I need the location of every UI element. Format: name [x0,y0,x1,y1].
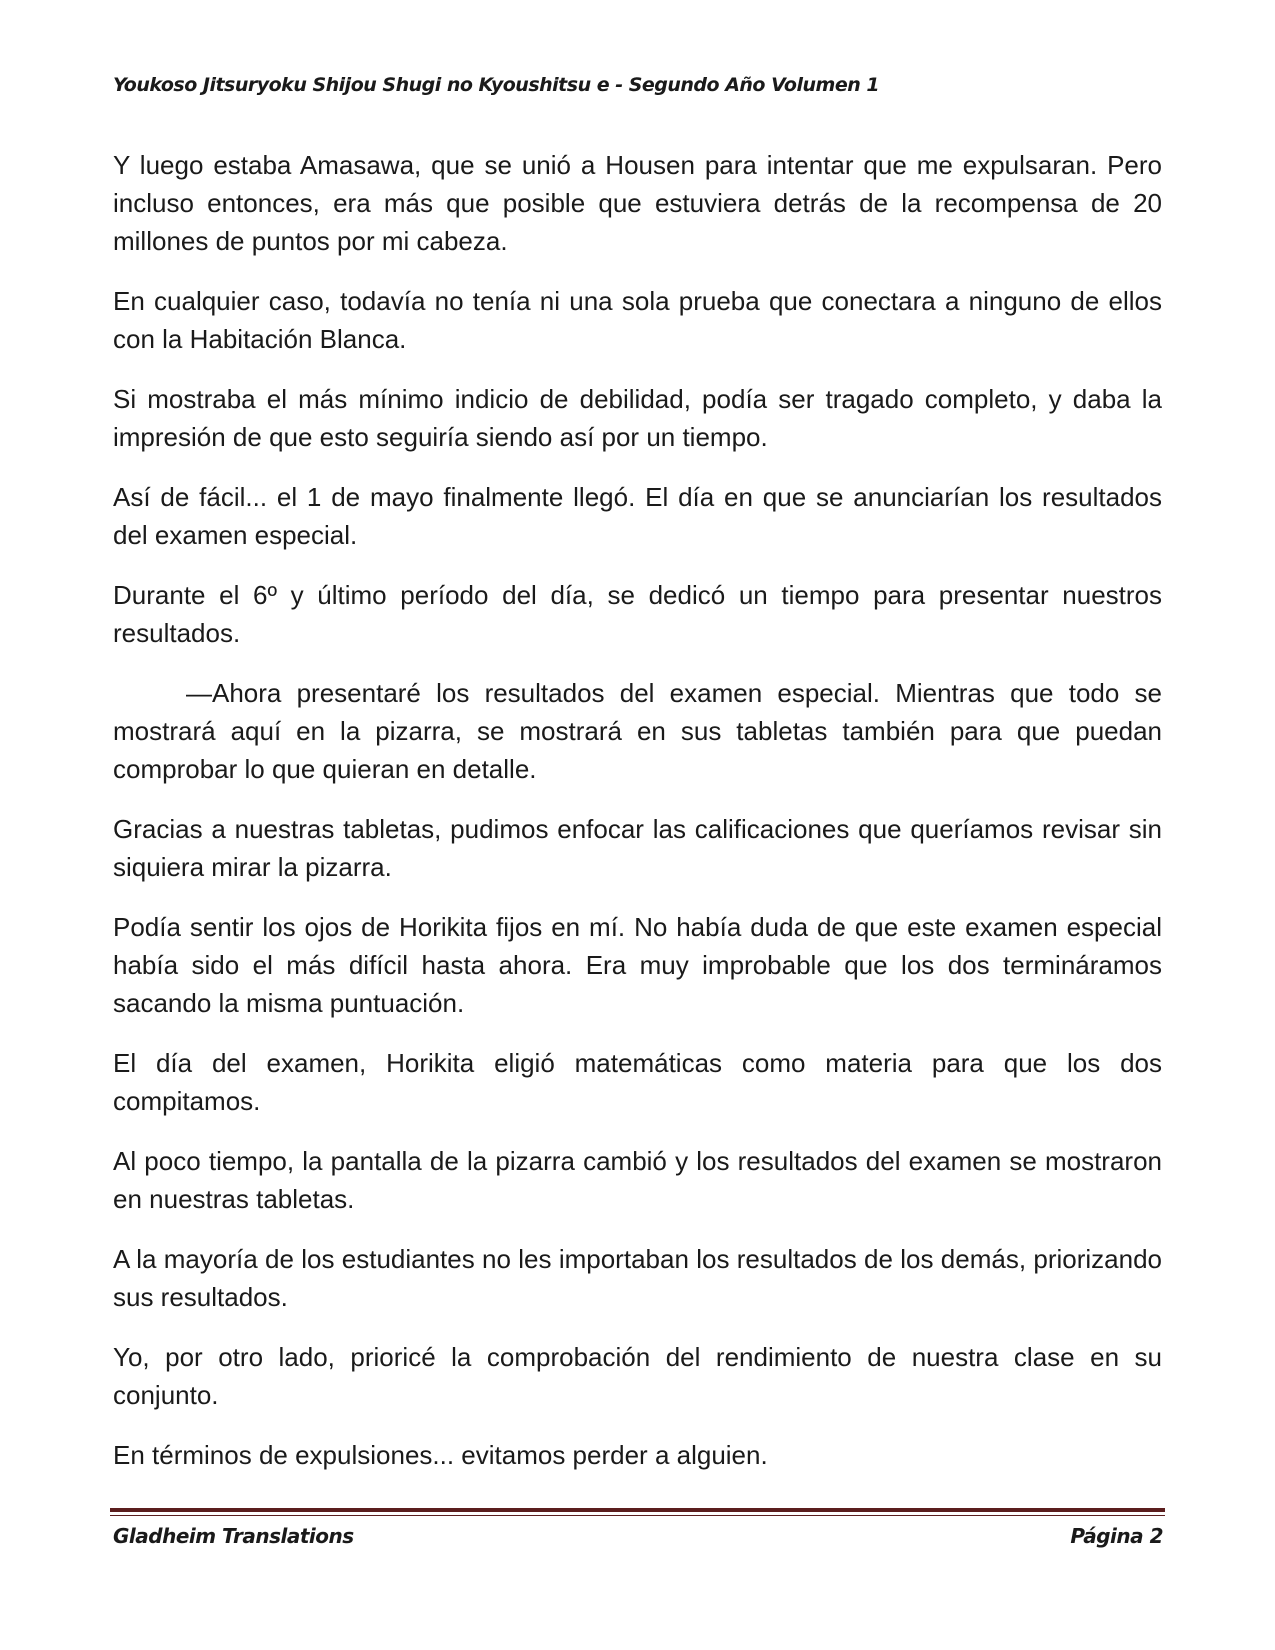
footer-publisher: Gladheim Translations [113,1524,354,1548]
paragraph: A la mayoría de los estudiantes no les importaban los resultados de los demás, priorizando sus resultados. [113,1244,1162,1312]
paragraph: En términos de expulsiones... evitamos perder a alguien. [113,1440,768,1470]
footer-divider-thin [110,1515,1165,1516]
paragraph: Al poco tiempo, la pantalla de la pizarra cambió y los resultados del examen se mostraron en nuestras tabletas. [113,1146,1162,1214]
paragraph: Yo, por otro lado, prioricé la comprobación del rendimiento de nuestra clase en su conjunto. [113,1342,1162,1410]
paragraph: Si mostraba el más mínimo indicio de debilidad, podía ser tragado completo, y daba la impresión de que esto seguiría siendo así por un tiempo. [113,384,1162,452]
footer-divider-thick [110,1508,1165,1512]
paragraph: Y luego estaba Amasawa, que se unió a Housen para intentar que me expulsaran. Pero incluso entonces, era más que posible que estuviera detrás de la recompensa de 20 millones de puntos por mi cabeza. [113,150,1162,256]
paragraph: El día del examen, Horikita eligió matemáticas como materia para que los dos compitamos. [113,1048,1162,1116]
page-header-title: Youkoso Jitsuryoku Shijou Shugi no Kyoushitsu e - Segundo Año Volumen 1 [113,74,880,96]
paragraph: En cualquier caso, todavía no tenía ni una sola prueba que conectara a ninguno de ellos con la Habitación Blanca. [113,286,1162,354]
paragraph: Durante el 6º y último período del día, se dedicó un tiempo para presentar nuestros resultados. [113,580,1162,648]
paragraph: Gracias a nuestras tabletas, pudimos enfocar las calificaciones que queríamos revisar sin siquiera mirar la pizarra. [113,814,1162,882]
dialogue-paragraph: —Ahora presentaré los resultados del examen especial. Mientras que todo se mostrará aquí en la pizarra, se mostrará en sus tabletas también para que puedan comprobar lo que quieran en detalle. [113,678,1162,784]
page-body [113,146,1162,1496]
paragraph: Podía sentir los ojos de Horikita fijos en mí. No había duda de que este examen especial había sido el más difícil hasta ahora. Era muy improbable que los dos termináramos sacando la misma puntuación. [113,912,1162,1018]
paragraph: Así de fácil... el 1 de mayo finalmente llegó. El día en que se anunciarían los resultados del examen especial. [113,482,1162,550]
footer-page-number: Página 2 [1070,1524,1163,1548]
